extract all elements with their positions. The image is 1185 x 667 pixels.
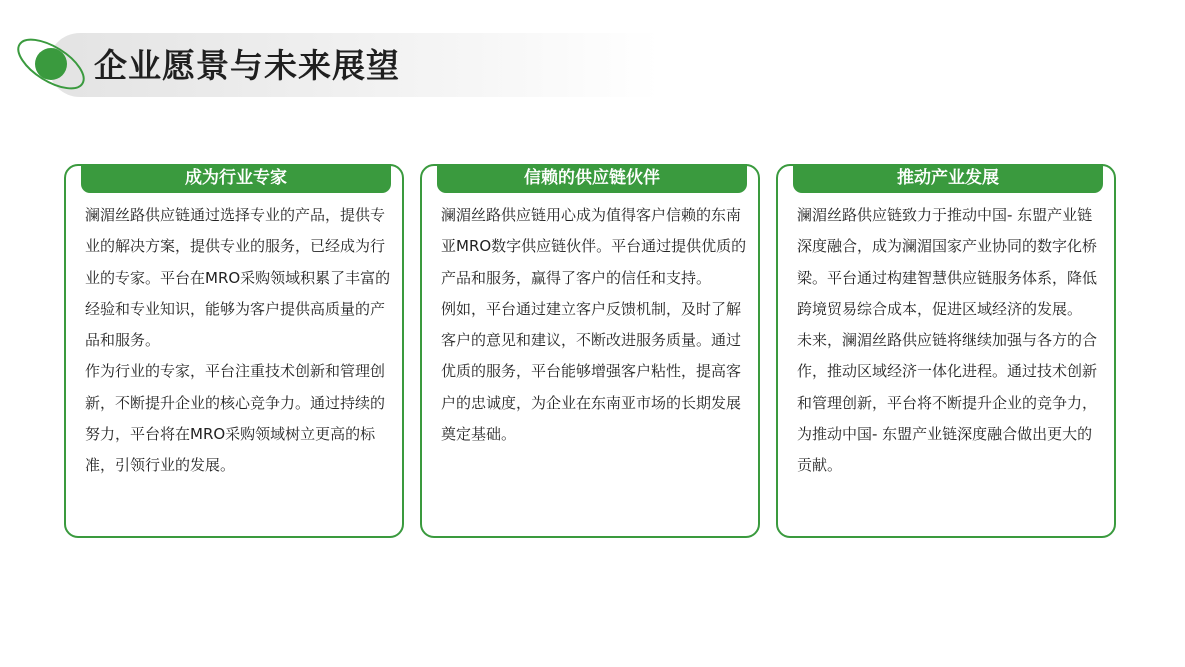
card-title: 推动产业发展 xyxy=(793,164,1103,193)
card-paragraph: 未来，澜湄丝路供应链将继续加强与各方的合作，推动区域经济一体化进程。通过技术创新和管理创新，平台将不断提升企业的竞争力，为推动中国- 东盟产业链深度融合做出更大的贡献。 xyxy=(797,331,1098,475)
card-title: 信赖的供应链伙伴 xyxy=(437,164,747,193)
card-paragraph: 澜湄丝路供应链致力于推动中国- 东盟产业链深度融合，成为澜湄国家产业协同的数字化桥梁。平台通过构建智慧供应链服务体系，降低跨境贸易综合成本，促进区域经济的发展。 xyxy=(797,206,1098,318)
card-industry-expert xyxy=(64,164,404,538)
card-paragraph: 澜湄丝路供应链用心成为值得客户信赖的东南亚MRO数字供应链伙伴。平台通过提供优质的产品和服务，赢得了客户的信任和支持。 xyxy=(441,206,747,287)
page-title: 企业愿景与未来展望 xyxy=(94,46,400,85)
card-paragraph: 澜湄丝路供应链通过选择专业的产品，提供专业的解决方案，提供专业的服务，已经成为行业的专家。平台在MRO采购领域积累了丰富的经验和专业知识，能够为客户提供高质量的产品和服务。 xyxy=(85,206,391,350)
card-title: 成为行业专家 xyxy=(81,164,391,193)
card-industry-development xyxy=(776,164,1116,538)
card-paragraph: 例如，平台通过建立客户反馈机制，及时了解客户的意见和建议，不断改进服务质量。通过优质的服务，平台能够增强客户粘性，提高客户的忠诚度，为企业在东南亚市场的长期发展奠定基础。 xyxy=(441,299,742,444)
card-body xyxy=(85,200,391,482)
card-trusted-partner xyxy=(420,164,760,538)
card-body xyxy=(797,200,1103,482)
green-planet-orbit-icon xyxy=(10,34,92,94)
card-paragraph: 作为行业的专家，平台注重技术创新和管理创新，不断提升企业的核心竞争力。通过持续的努力，平台将在MRO采购领域树立更高的标准，引领行业的发展。 xyxy=(85,362,386,475)
card-body xyxy=(441,200,747,450)
